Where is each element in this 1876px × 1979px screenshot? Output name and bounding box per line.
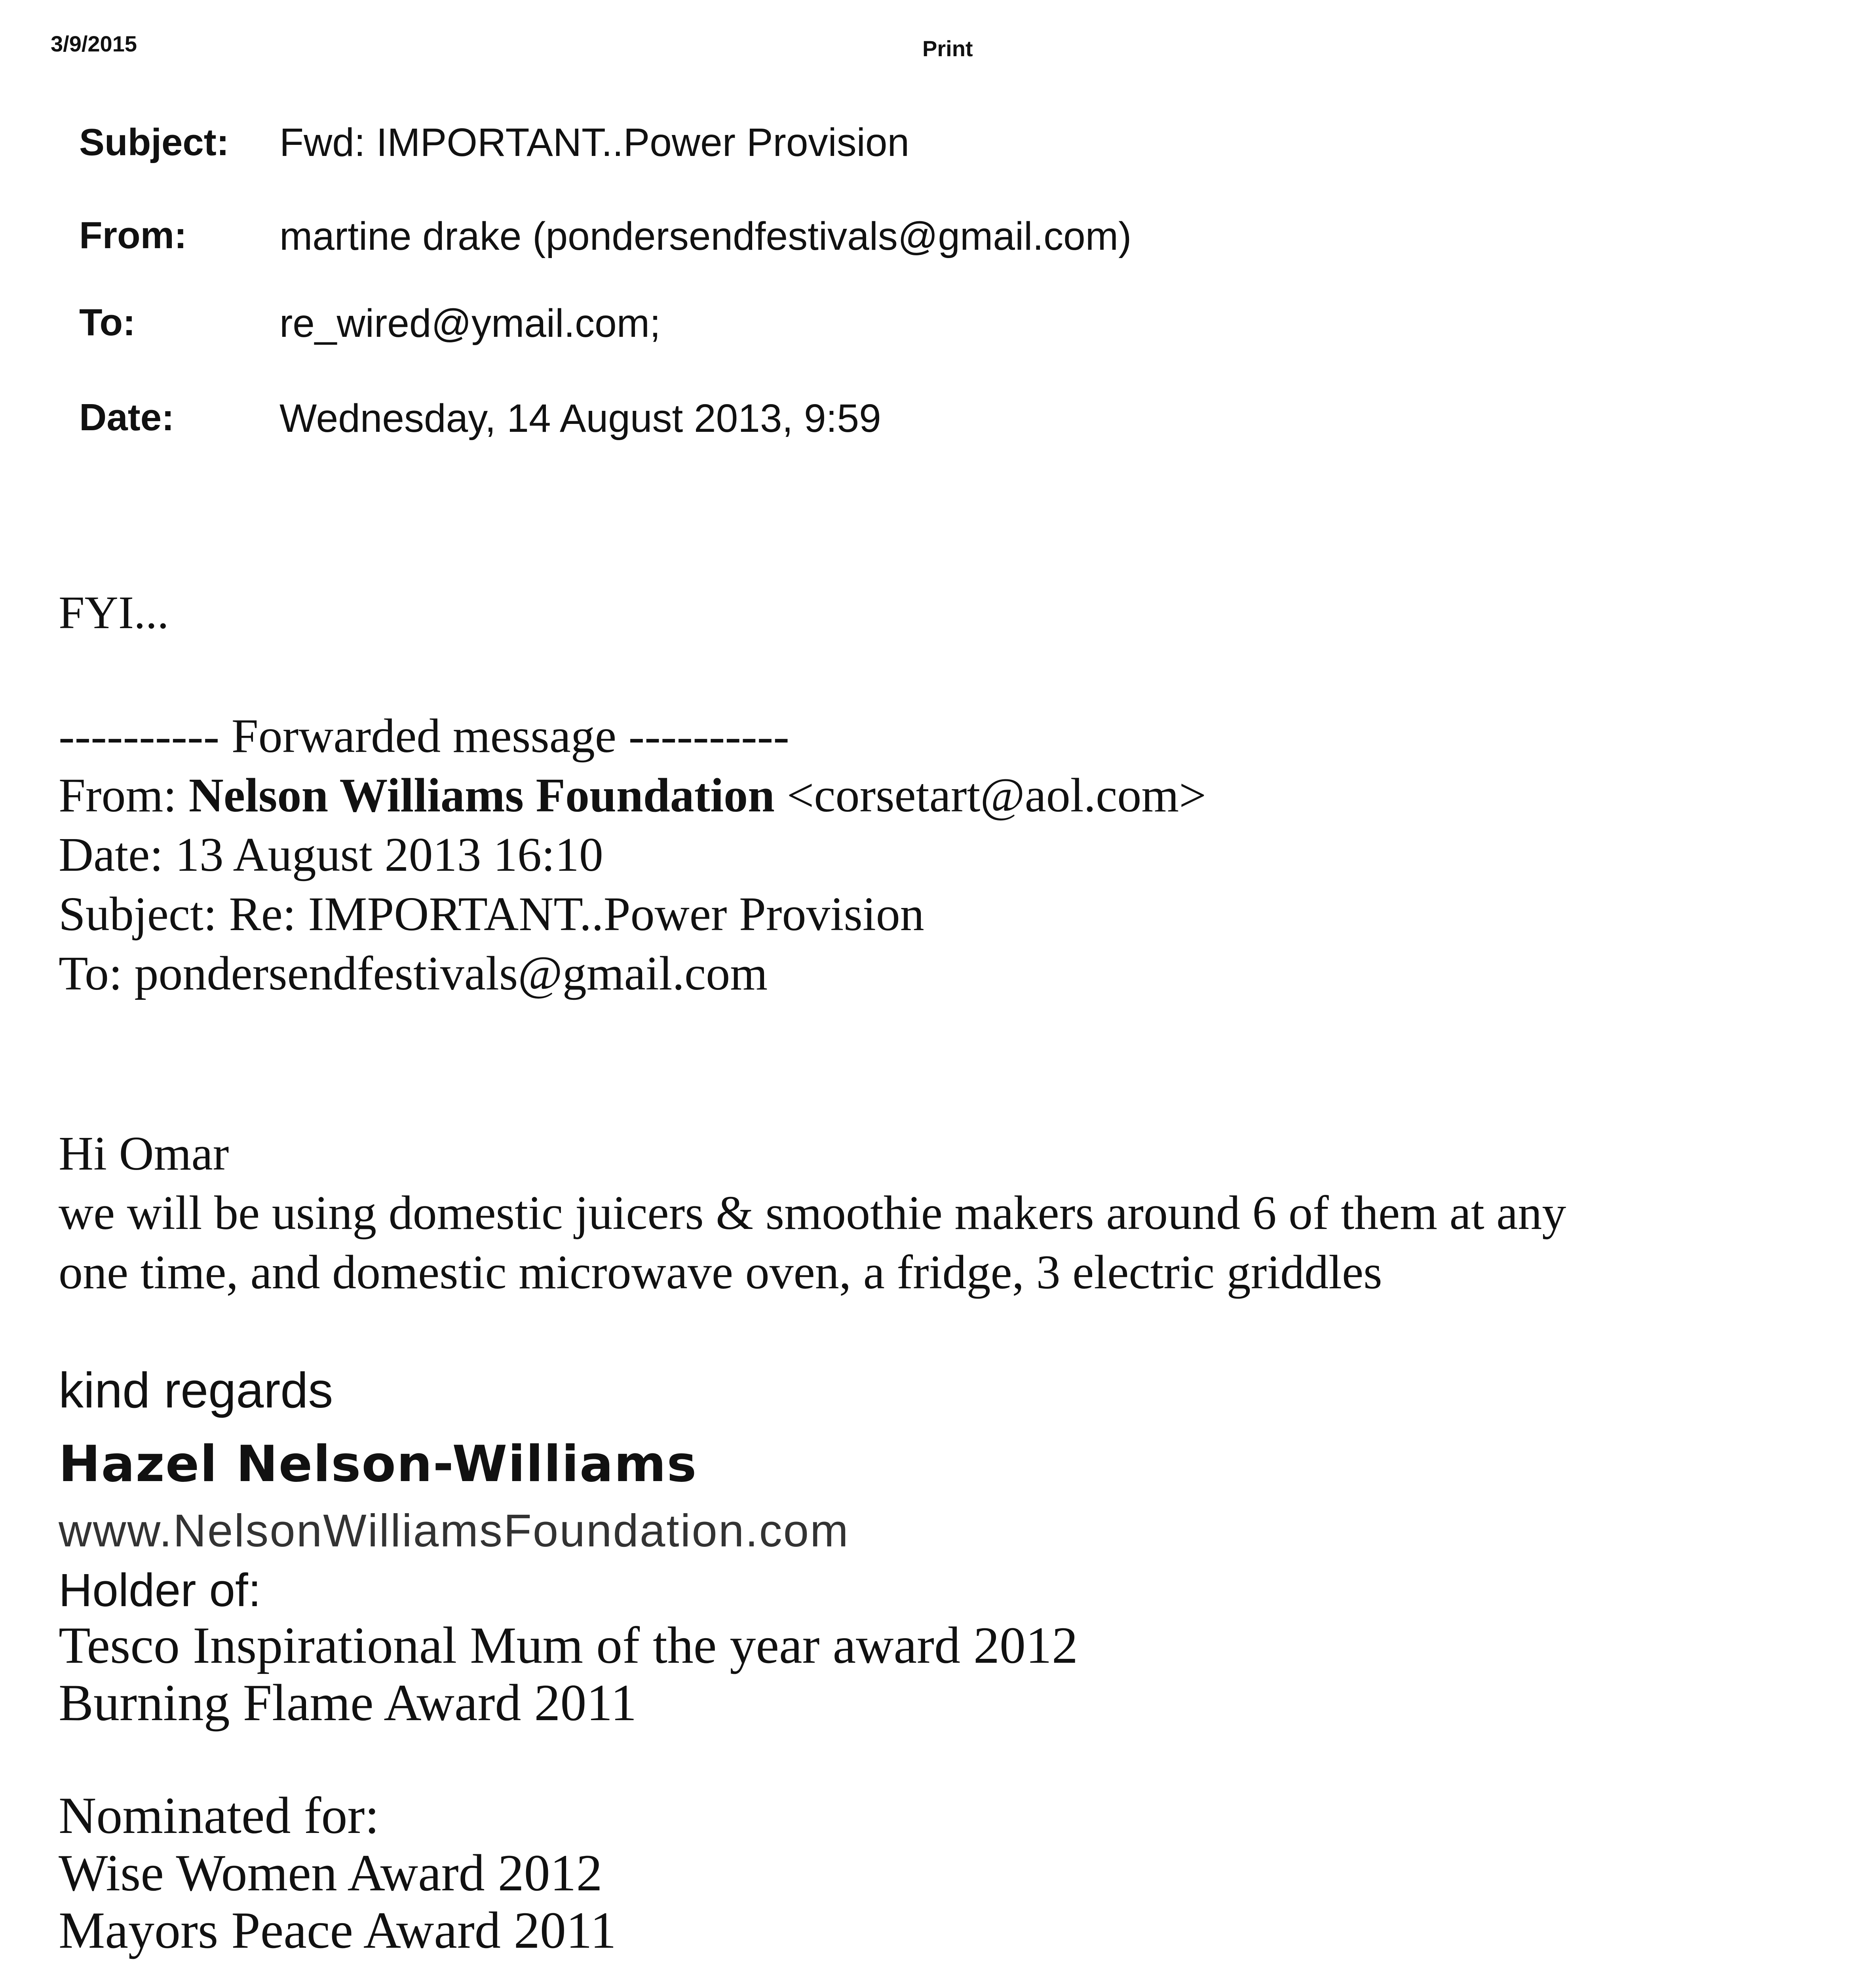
nominated-2: Mayors Peace Award 2011 [59,1901,616,1959]
message-line-1: we will be using domestic juicers & smoothie makers around 6 of them at any [59,1186,1566,1240]
forwarded-divider: ---------- Forwarded message ---------- [59,709,789,763]
forwarded-subject: Subject: Re: IMPORTANT..Power Provision [59,887,924,941]
message-line-2: one time, and domestic microwave oven, a fridge, 3 electric griddles [59,1246,1382,1299]
holder-label: Holder of: [59,1564,261,1616]
from-value: martine drake (pondersendfestivals@gmail.com) [279,214,1132,258]
award-2: Burning Flame Award 2011 [59,1673,637,1732]
forwarded-from-email: <corsetart@aol.com> [774,769,1207,822]
to-label: To: [79,301,136,344]
forwarded-to: To: pondersendfestivals@gmail.com [59,947,768,1000]
nominated-1: Wise Women Award 2012 [59,1844,603,1902]
signature-regards: kind regards [59,1362,333,1418]
forwarded-from-name: Nelson Williams Foundation [188,769,775,822]
date-label: Date: [79,396,175,439]
signature-name: Hazel Nelson-Williams [59,1435,698,1493]
signature-website: www.NelsonWilliamsFoundation.com [59,1505,850,1556]
fyi-text: FYI... [59,587,169,638]
greeting: Hi Omar [59,1127,229,1180]
print-title: Print [922,36,973,61]
to-value: re_wired@ymail.com; [279,301,661,346]
print-date: 3/9/2015 [51,31,137,56]
nominated-label: Nominated for: [59,1786,380,1844]
date-value: Wednesday, 14 August 2013, 9:59 [279,396,881,441]
forwarded-from-prefix: From: [59,769,189,822]
from-label: From: [79,214,187,256]
award-1: Tesco Inspirational Mum of the year award 2012 [59,1616,1078,1674]
subject-value: Fwd: IMPORTANT..Power Provision [279,120,910,165]
forwarded-date: Date: 13 August 2013 16:10 [59,828,603,881]
forwarded-from [59,768,1206,823]
subject-label: Subject: [79,121,229,163]
